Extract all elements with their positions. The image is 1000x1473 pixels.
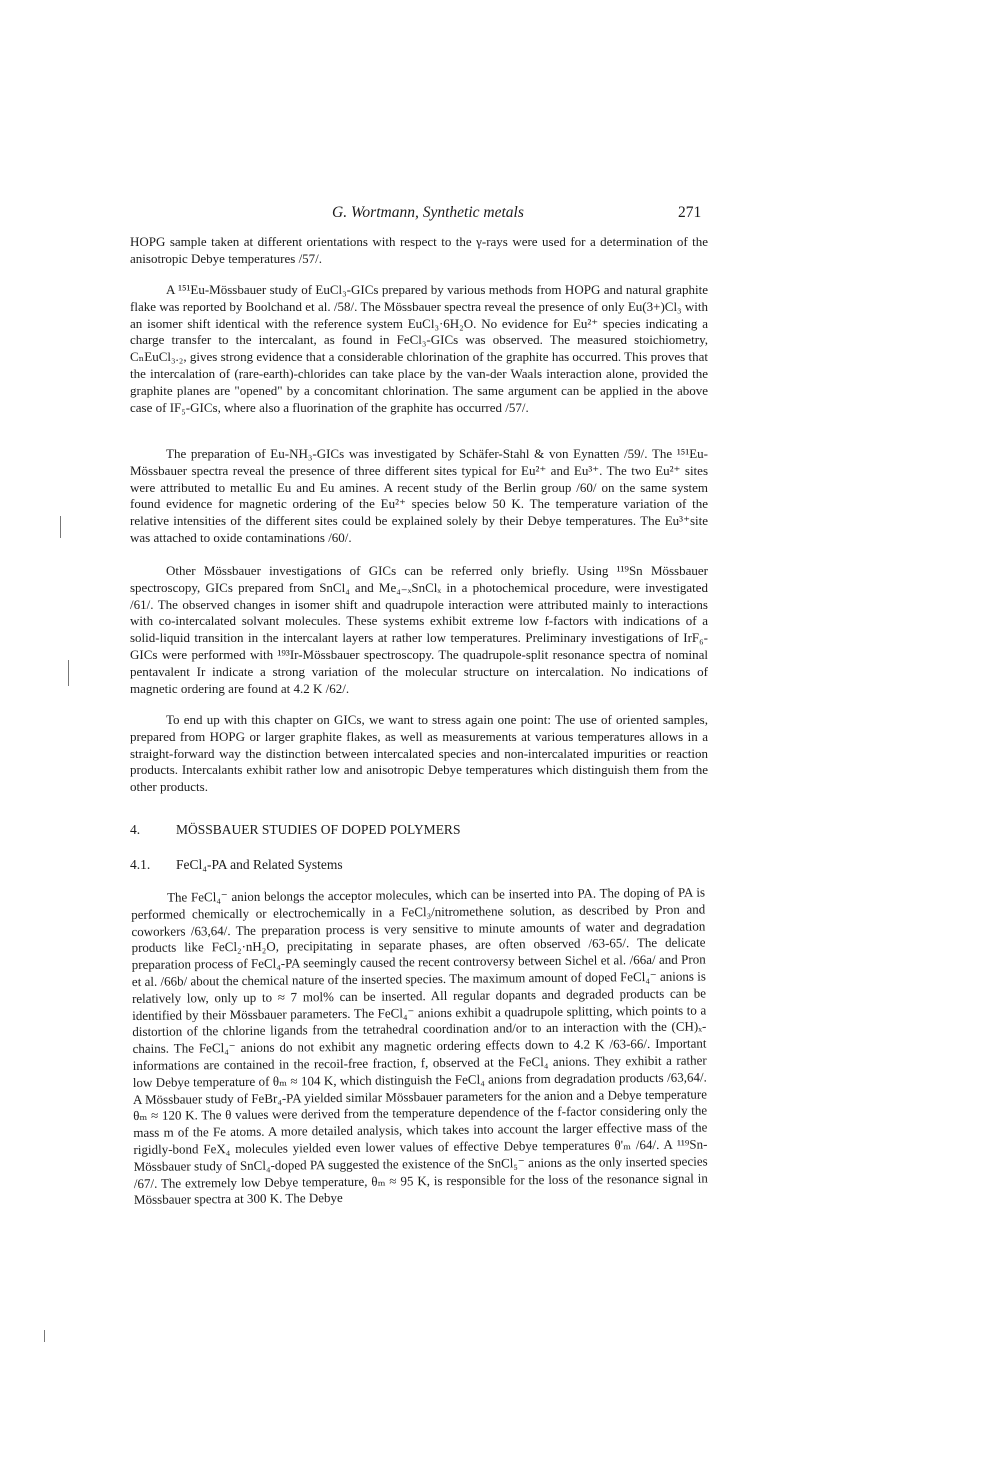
subsection-title: FeCl₄-PA and Related Systems: [176, 857, 343, 872]
paragraph-other-mossbauer: Other Mössbauer investigations of GICs can be referred only briefly. Using ¹¹⁹Sn Mössbauer spectroscopy, GICs prepared from SnCl₄ and Me₄₋ₓSnClₓ in a photochemical procedure, were investigated /61/. The observed changes in isomer shift and quadrupole interaction were attributed mainly to interactions with co-intercalated solvant molecules. These systems exhibit extreme low f-factors with indications of a solid-liquid transition in the intercalant layers at rather low temperatures. Preliminary investigations of IrF₆-GICs were performed with ¹⁹³Ir-Mössbauer spectroscopy. The quadrupole-split resonance spectra of nominal pentavalent Ir indicate a strong variation of the molecular structure on intercalation. No indications of magnetic ordering are found at 4.2 K /62/.: [130, 563, 708, 696]
section-heading: [130, 822, 460, 838]
running-title: G. Wortmann, Synthetic metals: [332, 204, 524, 221]
paragraph-continuation: HOPG sample taken at different orientations with respect to the γ-rays were used for a determination of the anisotropic Debye temperatures /57/.: [130, 234, 708, 266]
paragraph-eucl3-gics: A ¹⁵¹Eu-Mössbauer study of EuCl₃-GICs prepared by various methods from HOPG and natural graphite flake was reported by Boolchand et al. /58/. The Mössbauer spectra reveal the presence of only Eu(3+)Cl₃ with an isomer shift identical with the reference system EuCl₃·6H₂O. No evidence for Eu²⁺ species indicating a charge transfer to the intercalant, as found in FeCl₃-GICs was observed. The measured stoichiometry, CₙEuCl₃.₂, gives strong evidence that a considerable chlorination of the graphite has occurred. This proves that the intercalation of (rare-earth)-chlorides can take place by the van-der Waals interaction alone, provided the graphite planes are "opened" by a concomitant chlorination. The same argument can be applied in the above case of IF₅-GICs, where also a fluorination of the graphite has occurred /57/.: [130, 282, 708, 415]
paragraph-gics-summary: To end up with this chapter on GICs, we want to stress again one point: The use of oriented samples, prepared from HOPG or larger graphite flakes, as well as measurements at various temperatures allows in a straight-forward way the distinction between intercalated species and non-intercalated impurities or reaction products. Intercalants exhibit rather low and anisotropic Debye temperatures which distinguish them from the other products.: [130, 712, 708, 795]
paragraph-fecl4-pa: The FeCl₄⁻ anion belongs the acceptor molecules, which can be inserted into PA. The doping of PA is performed chemically or electrochemically in a FeCl₃/nitromethene solution, as described by Pron and coworkers /63,64/. The preparation process is very sensitive to minute amounts of water and degradation products like FeCl₂·nH₂O, precipitating in separate phases, are often observed /63-65/. The delicate preparation process of FeCl₄-PA seemingly caused the recent controversy between Sichel et al. /66a/ and Pron et al. /66b/ about the chemical nature of the inserted species. The maximum amount of doped FeCl₄⁻ anions is relatively low, only up to ≈ 7 mol% can be inserted. All regular dopants and degraded products can be identified by their Mössbauer parameters. The FeCl₄⁻ anions exhibit a quadrupole splitting, which points to a distortion of the chlorine ligands from the tetrahedral coordination and/or to an interaction with the (CH)ₓ-chains. The FeCl₄⁻ anions do not exhibit any magnetic ordering effects down to 4.2 K /63-66/. Important informations are contained in the recoil-free fraction, f, observed at the FeCl₄ anions. They exhibit a rather low Debye temperature of θₘ ≈ 104 K, which distinguish the FeCl₄ anions from degradation products /63,64/. A Mössbauer study of FeBr₄-PA yielded similar Mössbauer parameters for the anion and a Debye temperature θₘ ≈ 120 K. The θ values were derived from the temperature dependence of the f-factor considering only the mass m of the Fe atoms. A more detailed analysis, which takes into account the larger effective mass of the rigidly-bond FeX₄ molecules yielded even lower values of effective Debye temperatures θ'ₘ /64/. A ¹¹⁹Sn-Mössbauer study of SnCl₄-doped PA suggested the existence of the SnCl₅⁻ anions as the only inserted species /67/. The extremely low Debye temperature, θₘ ≈ 95 K, is responsible for the loss of the resonance signal in Mössbauer spectra at 300 K. The Debye: [131, 884, 708, 1208]
page-number: 271: [678, 204, 702, 221]
subsection-number: 4.1.: [130, 857, 151, 872]
margin-scan-mark: [44, 1330, 45, 1342]
section-title: MÖSSBAUER STUDIES OF DOPED POLYMERS: [176, 822, 461, 837]
section-number: 4.: [130, 822, 141, 837]
margin-scan-mark: [60, 516, 61, 538]
paragraph-eu-nh3-gics: The preparation of Eu-NH₃-GICs was investigated by Schäfer-Stahl & von Eynatten /59/. The ¹⁵¹Eu-Mössbauer spectra reveal the presence of three different sites typical for Eu²⁺ and Eu³⁺. The two Eu²⁺ sites were attributed to metallic Eu and Eu amines. A recent study of the Berlin group /60/ on the same system found evidence for magnetic ordering of the Eu²⁺ species below 50 K. The temperature variation of the relative intensities of the different sites could be explained solely by their Debye temperatures. The Eu³⁺site was attached to oxide contaminations /60/.: [130, 446, 708, 545]
subsection-heading: [130, 857, 343, 873]
margin-scan-mark: [68, 660, 69, 686]
